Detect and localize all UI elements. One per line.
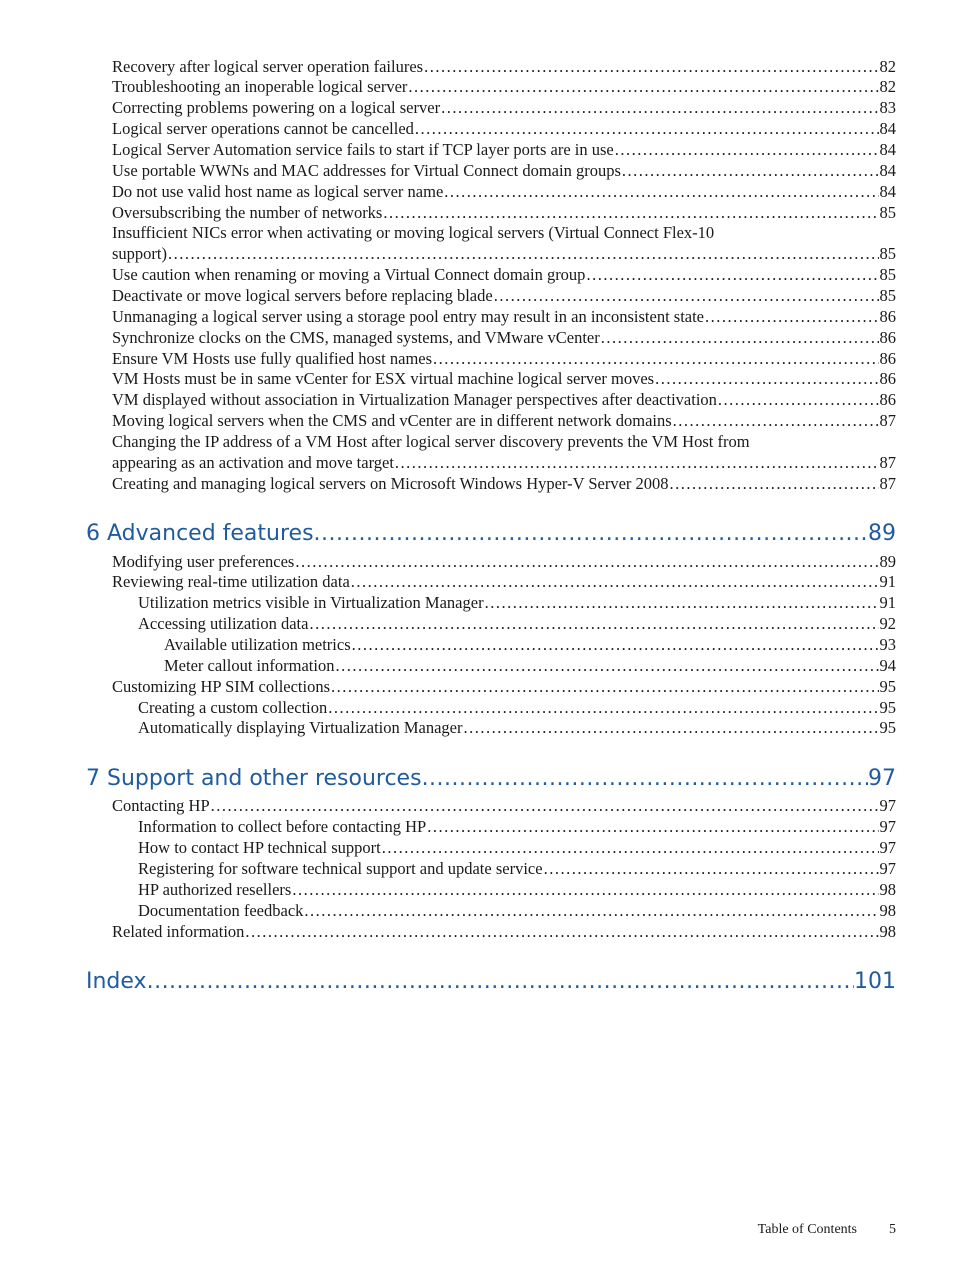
leader-dots bbox=[309, 613, 878, 634]
toc-entry-page: 84 bbox=[879, 161, 896, 180]
toc-entry-title: Modifying user preferences bbox=[112, 552, 295, 571]
toc-entry-page: 97 bbox=[879, 838, 896, 857]
toc-entry-page: 84 bbox=[879, 182, 896, 201]
leader-dots bbox=[494, 285, 879, 306]
leader-dots bbox=[670, 473, 879, 494]
toc-entry-title: Logical server operations cannot be cancelled bbox=[112, 119, 414, 138]
toc-entry[interactable] bbox=[112, 306, 896, 327]
toc-entry-page: 85 bbox=[879, 203, 896, 222]
leader-dots bbox=[422, 765, 868, 793]
toc-entry[interactable] bbox=[164, 634, 896, 655]
chapter-heading-7[interactable] bbox=[86, 765, 896, 793]
toc-entry-page: 87 bbox=[879, 411, 896, 430]
leader-dots bbox=[586, 264, 878, 285]
toc-entry[interactable] bbox=[138, 697, 896, 718]
toc-entry[interactable] bbox=[112, 56, 896, 77]
leader-dots bbox=[433, 348, 878, 369]
leader-dots bbox=[328, 697, 878, 718]
toc-entry-title: Deactivate or move logical servers before replacing blade bbox=[112, 286, 493, 305]
toc-entry-title: HP authorized resellers bbox=[138, 880, 292, 899]
toc-entry-title: Moving logical servers when the CMS and vCenter are in different network domains bbox=[112, 411, 672, 430]
toc-entry-title: Accessing utilization data bbox=[138, 614, 309, 633]
leader-dots bbox=[415, 118, 879, 139]
index-title: Index bbox=[86, 969, 147, 994]
leader-dots bbox=[383, 202, 878, 223]
leader-dots bbox=[464, 717, 879, 738]
toc-entry-title: Unmanaging a logical server using a storage pool entry may result in an inconsistent state bbox=[112, 307, 705, 326]
leader-dots bbox=[622, 160, 879, 181]
toc-entry-line2 bbox=[112, 243, 896, 264]
toc-entry-title: Information to collect before contacting HP bbox=[138, 817, 427, 836]
toc-entry[interactable] bbox=[138, 858, 896, 879]
toc-entry-page: 91 bbox=[879, 593, 896, 612]
toc-entry-title: Available utilization metrics bbox=[164, 635, 351, 654]
leader-dots bbox=[352, 634, 879, 655]
chapter-title: 7 Support and other resources bbox=[86, 766, 422, 791]
leader-dots bbox=[544, 858, 879, 879]
footer-page-number: 5 bbox=[889, 1222, 896, 1237]
toc-entry-page: 97 bbox=[879, 796, 896, 815]
toc-entry-page: 86 bbox=[879, 390, 896, 409]
toc-entry[interactable] bbox=[112, 264, 896, 285]
toc-entry-title: Oversubscribing the number of networks bbox=[112, 203, 383, 222]
toc-entry-page: 85 bbox=[879, 244, 896, 263]
toc-entry-title: Creating a custom collection bbox=[138, 698, 328, 717]
toc-entry-page: 82 bbox=[879, 77, 896, 96]
toc-entry-page: 87 bbox=[879, 453, 896, 472]
leader-dots bbox=[304, 900, 878, 921]
toc-entry[interactable] bbox=[138, 900, 896, 921]
toc-entry[interactable] bbox=[112, 921, 896, 942]
chapter-page: 89 bbox=[868, 521, 896, 546]
toc-entry-title: Do not use valid host name as logical server name bbox=[112, 182, 444, 201]
toc-entry-page: 97 bbox=[879, 859, 896, 878]
leader-dots bbox=[292, 879, 878, 900]
leader-dots bbox=[441, 97, 878, 118]
leader-dots bbox=[427, 816, 878, 837]
toc-entry-title: Related information bbox=[112, 922, 245, 941]
toc-entry-page: 97 bbox=[879, 817, 896, 836]
leader-dots bbox=[295, 551, 878, 572]
toc-entry-title: Use caution when renaming or moving a Virtual Connect domain group bbox=[112, 265, 586, 284]
leader-dots bbox=[211, 795, 879, 816]
leader-dots bbox=[351, 571, 879, 592]
leader-dots bbox=[395, 452, 879, 473]
toc-entry-page: 82 bbox=[879, 57, 896, 76]
leader-dots bbox=[705, 306, 878, 327]
toc-entry[interactable] bbox=[138, 613, 896, 634]
toc-entry-page: 86 bbox=[879, 369, 896, 388]
toc-entry-title: Meter callout information bbox=[164, 656, 335, 675]
toc-entry[interactable] bbox=[112, 676, 896, 697]
leader-dots bbox=[331, 676, 878, 697]
leader-dots bbox=[168, 243, 879, 264]
toc-entry-title: VM displayed without association in Virtualization Manager perspectives after deactivation bbox=[112, 390, 717, 409]
toc-entry-title: Troubleshooting an inoperable logical server bbox=[112, 77, 408, 96]
index-page: 101 bbox=[854, 969, 896, 994]
toc-entry-page: 86 bbox=[879, 328, 896, 347]
toc-entry-title: How to contact HP technical support bbox=[138, 838, 381, 857]
leader-dots bbox=[424, 56, 878, 77]
toc-entry-page: 98 bbox=[879, 880, 896, 899]
toc-entry[interactable] bbox=[112, 202, 896, 223]
toc-entry-title: Synchronize clocks on the CMS, managed systems, and VMware vCenter bbox=[112, 328, 600, 347]
toc-entry[interactable] bbox=[112, 389, 896, 410]
toc-entry[interactable] bbox=[112, 473, 896, 494]
toc-entry[interactable] bbox=[112, 285, 896, 306]
leader-dots bbox=[601, 327, 879, 348]
leader-dots bbox=[314, 520, 868, 548]
leader-dots bbox=[335, 655, 878, 676]
toc-entry-page: 94 bbox=[879, 656, 896, 675]
toc-entry-page: 91 bbox=[879, 572, 896, 591]
toc-entry-title: VM Hosts must be in same vCenter for ESX virtual machine logical server moves bbox=[112, 369, 655, 388]
leader-dots bbox=[485, 592, 879, 613]
toc-entry[interactable] bbox=[138, 837, 896, 858]
toc-entry[interactable] bbox=[138, 717, 896, 738]
toc-entry-title: Automatically displaying Virtualization Manager bbox=[138, 718, 463, 737]
toc-entry-page: 92 bbox=[879, 614, 896, 633]
toc-entry-title: Recovery after logical server operation failures bbox=[112, 57, 424, 76]
leader-dots bbox=[655, 368, 878, 389]
toc-entry[interactable] bbox=[112, 181, 896, 202]
toc-entry-title-line2: appearing as an activation and move target bbox=[112, 453, 394, 472]
toc-entry-title: Registering for software technical support and update service bbox=[138, 859, 543, 878]
toc-entry-page: 84 bbox=[879, 140, 896, 159]
chapter-heading-6[interactable] bbox=[86, 520, 896, 548]
leader-dots bbox=[147, 968, 854, 996]
toc-entry-title-line1: Insufficient NICs error when activating or moving logical servers (Virtual Connect Flex-10 bbox=[112, 223, 715, 242]
leader-dots bbox=[615, 139, 879, 160]
toc-entry-line2 bbox=[112, 452, 896, 473]
toc-entry[interactable] bbox=[112, 348, 896, 369]
chapter-page: 97 bbox=[868, 766, 896, 791]
page-footer bbox=[758, 1222, 896, 1238]
toc-entry[interactable] bbox=[112, 368, 896, 389]
toc-entry[interactable] bbox=[112, 410, 896, 431]
toc-entry[interactable] bbox=[112, 551, 896, 572]
chapter-title: 6 Advanced features bbox=[86, 521, 314, 546]
toc-entry-page: 86 bbox=[879, 349, 896, 368]
toc-entry-page: 95 bbox=[879, 718, 896, 737]
footer-label: Table of Contents bbox=[757, 1222, 857, 1237]
toc-entry-title: Utilization metrics visible in Virtualization Manager bbox=[138, 593, 484, 612]
leader-dots bbox=[444, 181, 878, 202]
toc-entry-title: Documentation feedback bbox=[138, 901, 304, 920]
toc-entry[interactable] bbox=[112, 571, 896, 592]
toc-entry-page: 98 bbox=[879, 922, 896, 941]
toc-entry-page: 95 bbox=[879, 698, 896, 717]
toc-entry-title: Customizing HP SIM collections bbox=[112, 677, 331, 696]
toc-entry[interactable] bbox=[112, 97, 896, 118]
toc-entry-page: 87 bbox=[879, 474, 896, 493]
toc-entry[interactable] bbox=[138, 879, 896, 900]
toc-entry-title: Contacting HP bbox=[112, 796, 210, 815]
toc-entry[interactable] bbox=[138, 592, 896, 613]
leader-dots bbox=[245, 921, 878, 942]
index-heading[interactable] bbox=[86, 968, 896, 996]
toc-entry-title: Correcting problems powering on a logical server bbox=[112, 98, 441, 117]
toc-entry-page: 85 bbox=[879, 265, 896, 284]
toc-entry-page: 86 bbox=[879, 307, 896, 326]
toc-entry[interactable] bbox=[138, 816, 896, 837]
toc-entry[interactable] bbox=[164, 655, 896, 676]
toc-entry[interactable] bbox=[112, 76, 896, 97]
toc-entry-title: Creating and managing logical servers on Microsoft Windows Hyper-V Server 2008 bbox=[112, 474, 669, 493]
toc-entry[interactable] bbox=[112, 160, 896, 181]
toc-entry-page: 93 bbox=[879, 635, 896, 654]
toc-entry-title: Ensure VM Hosts use fully qualified host names bbox=[112, 349, 433, 368]
toc-entry-page: 95 bbox=[879, 677, 896, 696]
leader-dots bbox=[718, 389, 879, 410]
toc-entry-page: 85 bbox=[879, 286, 896, 305]
leader-dots bbox=[382, 837, 879, 858]
toc-entry-page: 83 bbox=[879, 98, 896, 117]
leader-dots bbox=[673, 410, 879, 431]
toc-entry[interactable] bbox=[112, 795, 896, 816]
toc-entry[interactable] bbox=[112, 327, 896, 348]
toc-entry-title-line1: Changing the IP address of a VM Host after logical server discovery prevents the VM Host from bbox=[112, 432, 750, 451]
toc-entry-page: 89 bbox=[879, 552, 896, 571]
toc-entry-page: 98 bbox=[879, 901, 896, 920]
toc-entry-title: Reviewing real-time utilization data bbox=[112, 572, 350, 591]
toc-entry[interactable] bbox=[112, 139, 896, 160]
toc-entry[interactable] bbox=[112, 118, 896, 139]
toc-entry-page: 84 bbox=[879, 119, 896, 138]
leader-dots bbox=[408, 76, 878, 97]
toc-entry-title: Use portable WWNs and MAC addresses for Virtual Connect domain groups bbox=[112, 161, 621, 180]
toc-entry-title: Logical Server Automation service fails to start if TCP layer ports are in use bbox=[112, 140, 614, 159]
toc-entry-title-line2: support) bbox=[112, 244, 167, 263]
